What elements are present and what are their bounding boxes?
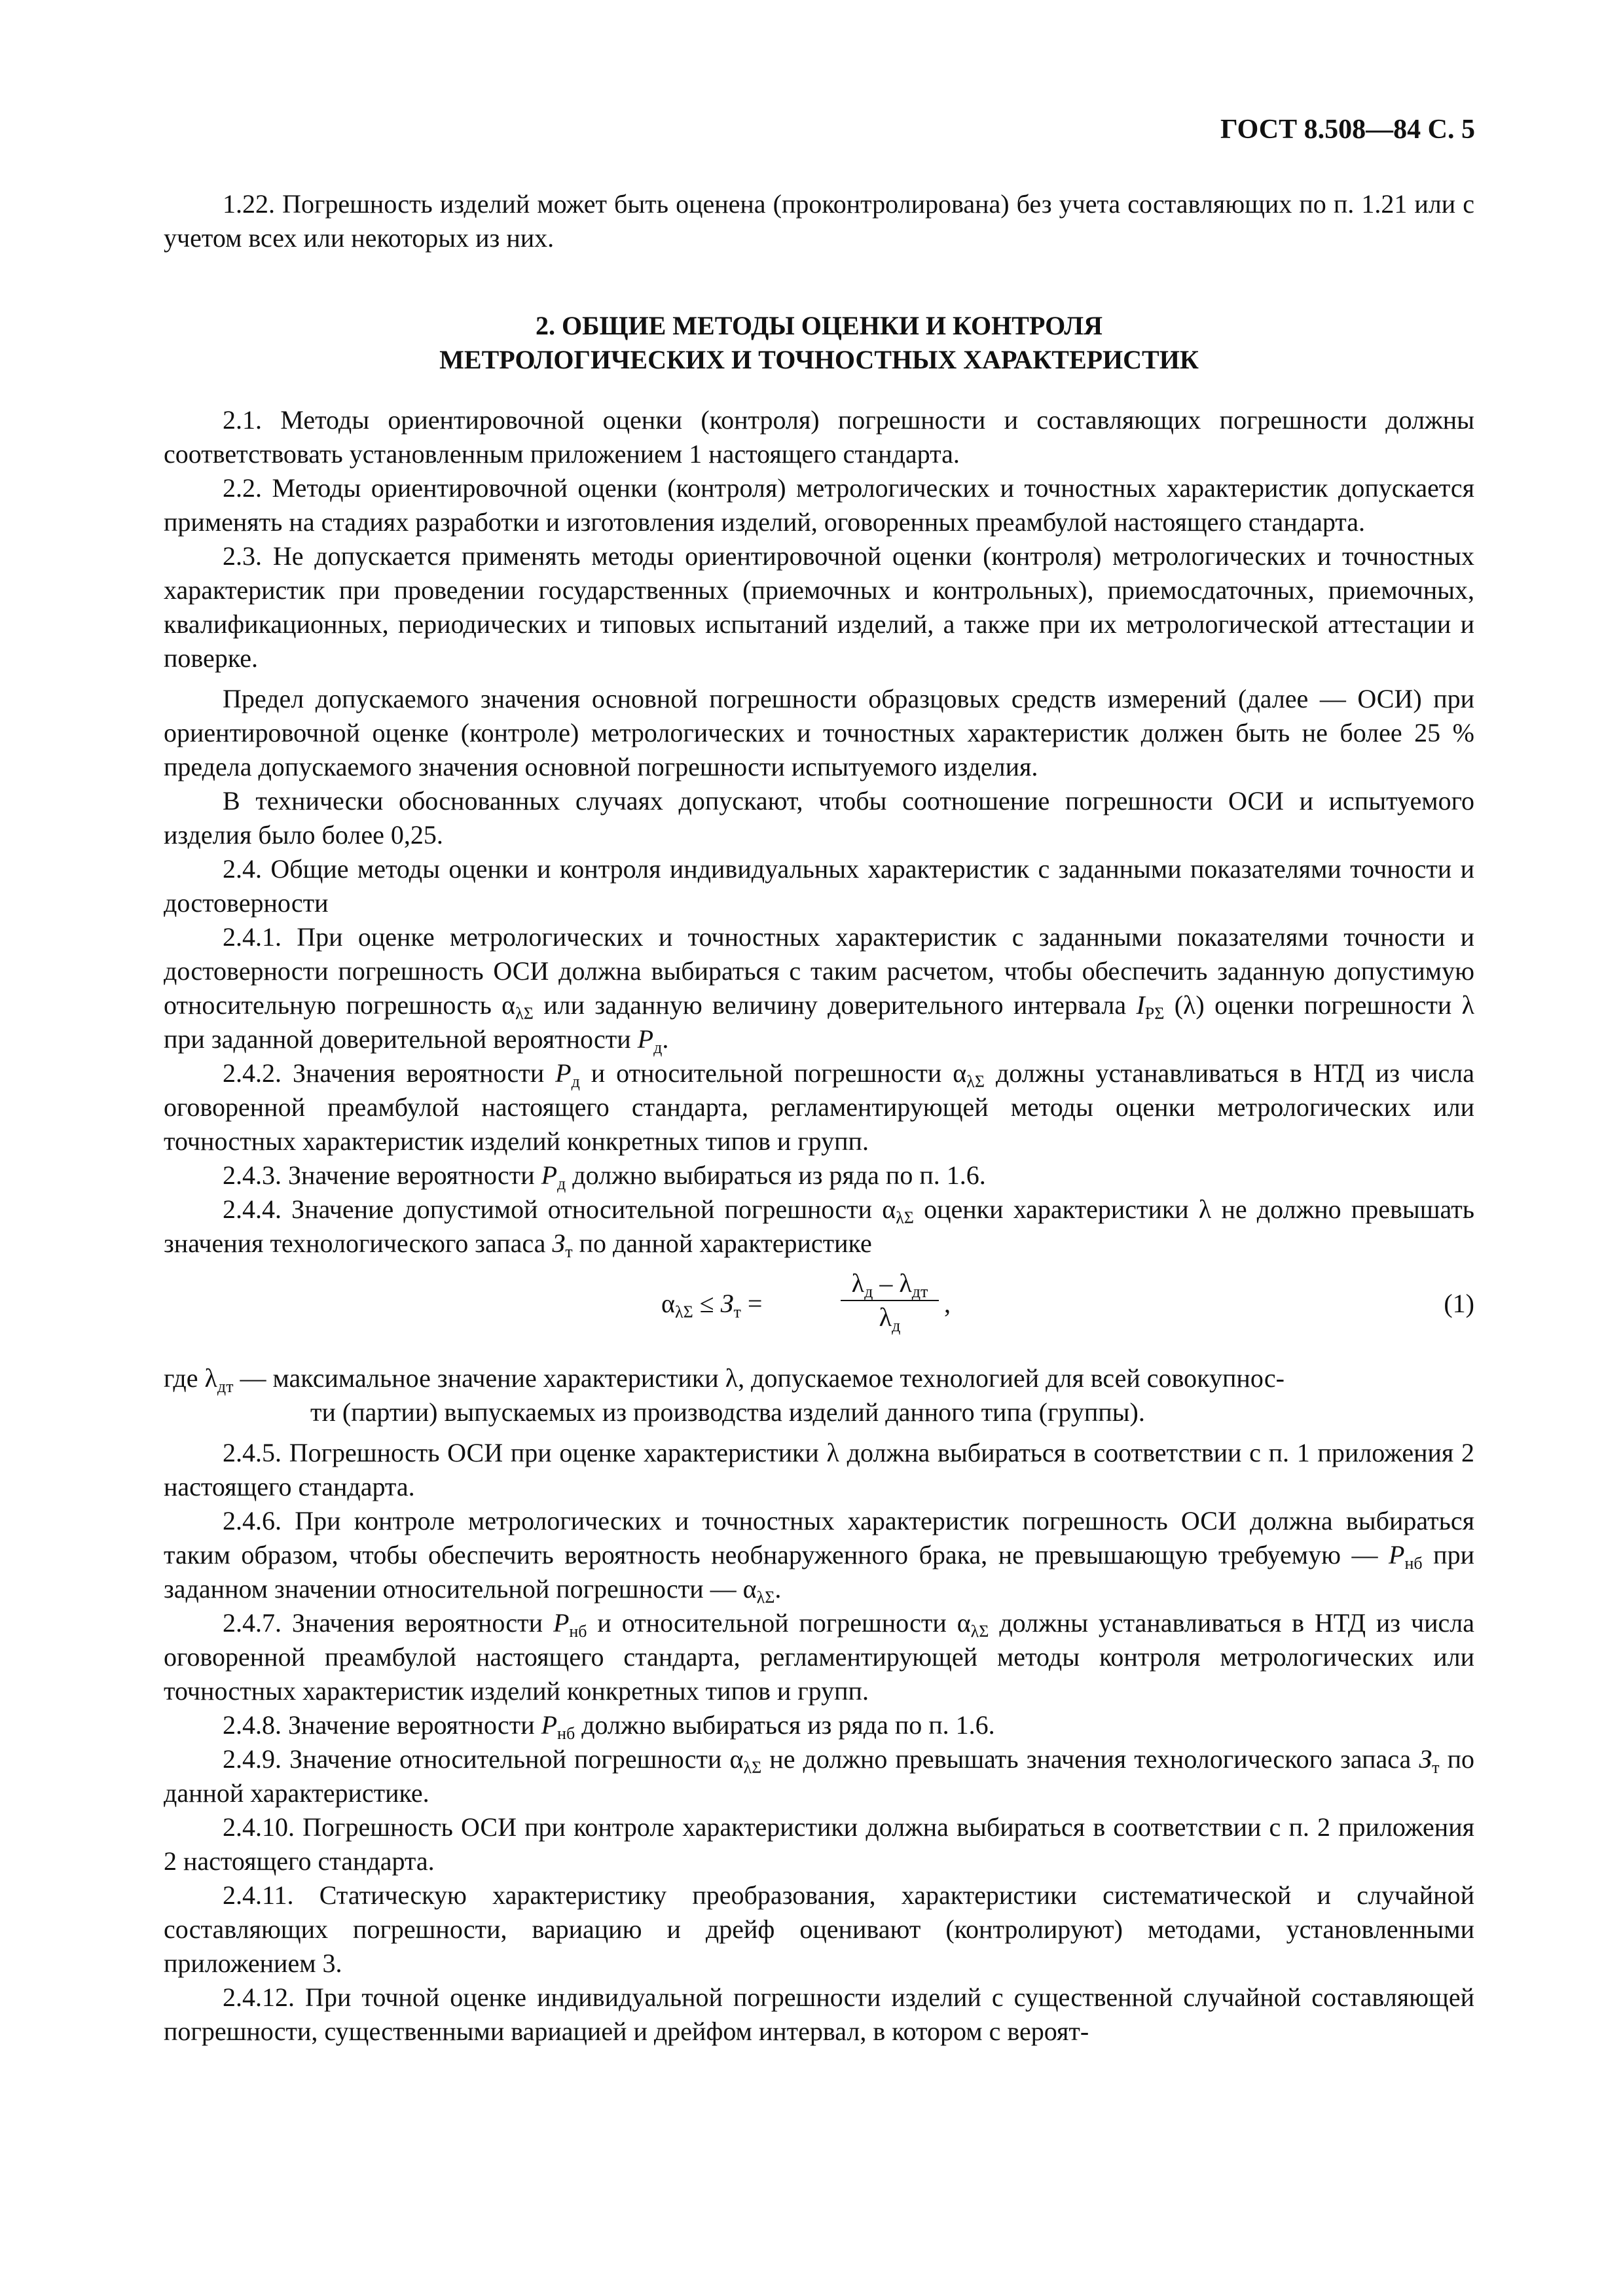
formula-fraction	[841, 1267, 939, 1334]
paragraph-2-1: 2.1. Методы ориентировочной оценки (контроля) погрешности и составляющих погрешности должны соответствовать установленным приложением 1 настоящего стандарта.	[164, 405, 1474, 469]
paragraph-2-4-3: 2.4.3. Значение вероятности $P_д$ должно выбираться из ряда по п. 1.6.	[223, 1160, 986, 1193]
paragraph-2-4-9: 2.4.9. Значение относительной погрешности $\alpha_{\lambda\Sigma}$ не должно превышать значения технологического запаса $З_т$ по данной характеристике.	[164, 1744, 1475, 1808]
formula-number: (1)	[1444, 1289, 1474, 1318]
formula-1	[164, 1267, 1474, 1346]
section-heading	[164, 309, 1474, 377]
paragraph-2-4-7: 2.4.7. Значения вероятности $P_{нб}$ и относительной погрешности $\alpha_{\lambda\Sigma}$ должны устанавливаться в НТД из числа оговоренной преамбулой настоящего стандарта, регламентирующей методы контроля метрологических или точностных характеристик изделий конкретных типов и групп.	[164, 1608, 1474, 1706]
paragraph-2-4: 2.4. Общие методы оценки и контроля индивидуальных характеристик с заданными показателями точности и достоверности	[164, 854, 1474, 918]
section-heading-line-1: 2. ОБЩИЕ МЕТОДЫ ОЦЕНКИ И КОНТРОЛЯ	[536, 311, 1103, 340]
document-body	[164, 187, 1474, 2049]
paragraph-1-22: 1.22. Погрешность изделий может быть оценена (проконтролирована) без учета составляющих по п. 1.21 или с учетом всех или некоторых из них.	[164, 189, 1474, 253]
formula-where-cont: ти (партии) выпускаемых из производства изделий данного типа (группы).	[310, 1397, 1145, 1427]
paragraph-2-2: 2.2. Методы ориентировочной оценки (контроля) метрологических и точностных характеристик допускается применять на стадиях разработки и изготовления изделий, оговоренных преамбулой настоящего стандарта.	[164, 473, 1474, 537]
paragraph-2-4-4: 2.4.4. Значение допустимой относительной погрешности $\alpha_{\lambda\Sigma}$ оценки характеристики λ не должно превышать значения технологического запаса $З_т$ по данной характеристике	[164, 1194, 1474, 1261]
paragraph-2-4-10: 2.4.10. Погрешность ОСИ при контроле характеристики должна выбираться в соответствии с п. 2 приложения 2 настоящего стандарта.	[164, 1812, 1474, 1876]
formula-lhs: $\alpha_{\lambda\Sigma} \le З_т$ =	[661, 1289, 763, 1321]
paragraph-2-4-11: 2.4.11. Статическую характеристику преобразования, характеристики систематической и случайной составляющих погрешности, вариацию и дрейф оценивают (контролируют) методами, установленными приложением 3.	[164, 1880, 1474, 1978]
paragraph-2-4-1: 2.4.1. При оценке метрологических и точностных характеристик с заданными показателями точности и достоверности погрешность ОСИ должна выбираться с таким расчетом, чтобы обеспечить заданную допустимую относительную погрешность $\alpha_{\lambda\Sigma}$ или заданную величину доверительного интервала $I_{P\Sigma}$ (λ) оценки погрешности λ при заданной доверительной вероятности $P_д$.	[164, 922, 1474, 1057]
paragraph-2-4-12: 2.4.12. При точной оценке индивидуальной погрешности изделий с существенной случайной составляющей погрешности, существенными вариацией и дрейфом интервал, в котором с вероят-	[164, 1982, 1474, 2046]
paragraph-2-4-6: 2.4.6. При контроле метрологических и точностных характеристик погрешность ОСИ должна выбираться таким образом, чтобы обеспечить вероятность необнаруженного брака, не превышающую требуемую — $P_{нб}$ при заданном значении относительной погрешности — $\alpha_{\lambda\Sigma}$.	[164, 1506, 1474, 1607]
paragraph-2-3: 2.3. Не допускается применять методы ориентировочной оценки (контроля) метрологических и точностных характеристик при проведении государственных (приемочных и контрольных), приемосдаточных, приемочных, квалификационных, периодических и типовых испытаний изделий, а также при их метрологической аттестации и поверке.	[164, 541, 1474, 673]
formula-numerator: $\lambda_д - \lambda_{дт}$	[841, 1267, 939, 1301]
paragraph-tech: В технически обоснованных случаях допускают, чтобы соотношение погрешности ОСИ и испытуемого изделия было более 0,25.	[164, 786, 1474, 850]
formula-denominator: $\lambda_д$	[879, 1302, 901, 1335]
paragraph-2-4-5: 2.4.5. Погрешность ОСИ при оценке характеристики λ должна выбираться в соответствии с п. 1 приложения 2 настоящего стандарта.	[164, 1438, 1474, 1501]
paragraph-limit: Предел допускаемого значения основной погрешности образцовых средств измерений (далее — ОСИ) при ориентировочной оценке (контроле) метрологических и точностных характеристик должен быть не более 25 % предела допускаемого значения основной погрешности испытуемого изделия.	[164, 684, 1474, 781]
formula-comma: ,	[944, 1289, 951, 1318]
paragraph-2-4-2: 2.4.2. Значения вероятности $P_д$ и относительной погрешности $\alpha_{\lambda\Sigma}$ должны устанавливаться в НТД из числа оговоренной преамбулой настоящего стандарта, регламентирующей методы оценки метрологических или точностных характеристик изделий конкретных типов и групп.	[164, 1058, 1474, 1156]
page-header: ГОСТ 8.508—84 С. 5	[1220, 115, 1475, 145]
formula-where: где $\lambda_{дт}$ — максимальное значение характеристики λ, допускаемое технологией для всей совокупнос-	[164, 1363, 1285, 1396]
section-heading-line-2: МЕТРОЛОГИЧЕСКИХ И ТОЧНОСТНЫХ ХАРАКТЕРИСТИК	[439, 345, 1199, 374]
paragraph-2-4-8: 2.4.8. Значение вероятности $P_{нб}$ должно выбираться из ряда по п. 1.6.	[223, 1710, 995, 1743]
